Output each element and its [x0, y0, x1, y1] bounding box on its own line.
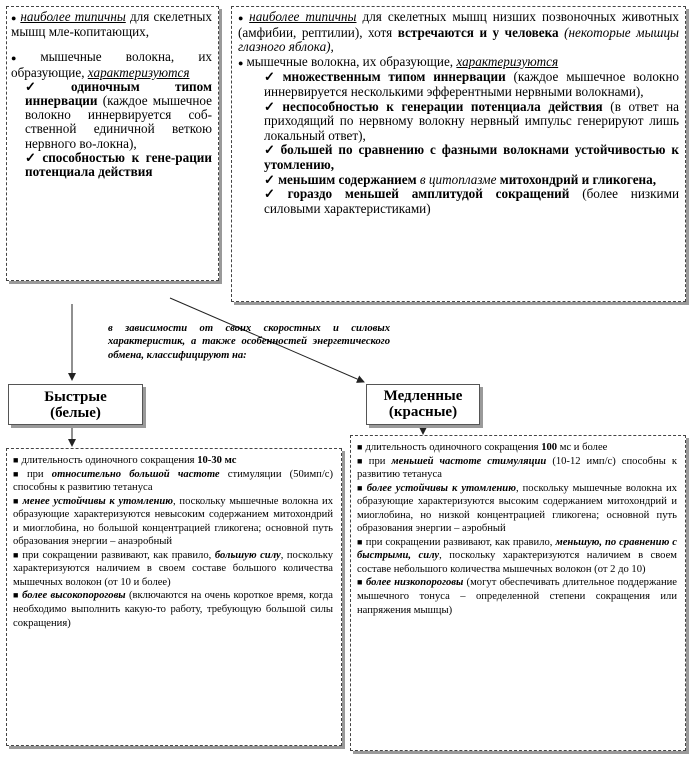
- list-item: ✓ множественным типом иннервации (каждое мышечное волокно иннервируется несколькими эфферентными нервными волокнами),: [264, 69, 679, 99]
- slow-fibers-header: [366, 384, 480, 425]
- list-item: ✓ большей по сравнению с фазными волокнами устойчивостью к утомлению,: [264, 142, 679, 172]
- list-item: ■ более низкопороговы (могут обеспечивать длительное поддержание мышечного тонуса – определенной степени сокращения или напряжения мышцы): [357, 577, 678, 616]
- classification-note: в зависимости от своих скоростных и силовых характеристик, а также особенностей энергетического обмена, классифицируют на:: [108, 323, 390, 361]
- list-item: ■ при сокращении развивают, как правило, большую силу, поскольку характеризуются наличием в своем составе большого количества мышечных волокон (от 10 и более): [13, 549, 333, 588]
- list-item: ✓ неспособностью к генерации потенциала действия (в ответ на приходящий по нервному волокну нервный импульс генерируют лишь локальный ответ),: [264, 98, 679, 143]
- list-item: ■ длительность одиночного сокращения 10-30 мс: [13, 455, 237, 466]
- slow-fibers-box: [350, 435, 686, 751]
- list-item: ● наиболее типичны для скелетных мышц низших позвоночных животных (амфибии, рептилии), хотя встречаются и у человека (некоторые мышцы глазного яблока),: [238, 9, 679, 55]
- fast-fibers-box: [6, 448, 342, 746]
- list-item: ■ при меньшей частоте стимуляции (10-12 имп/с) способны к развитию тетануса: [357, 455, 677, 481]
- list-item: ■ при сокращении развивают, как правило, меньшую, по сравнению с быстрыми, силу, поскольку характеризуются наличием в своем составе небольшого количества мышечных волокон (от 2 до 10): [357, 536, 678, 575]
- list-item: ■ более устойчивы к утомлению, поскольку мышечные волокна их образующие характеризуются высоким содержанием митохондрий и миоглобина, но низкой концентрацией гликогена; основной путь образования энергии – аэробный: [357, 482, 677, 535]
- fast-fibers-header: [8, 384, 143, 425]
- tonic-fibers-right-box: [231, 6, 686, 302]
- tonic-fibers-left-box: [6, 6, 219, 281]
- list-item: ● мышечные волокна, их образующие, характеризуются: [238, 53, 559, 69]
- list-item: ✓ способностью к гене-рации потенциала действия: [25, 149, 212, 180]
- list-item: ■ при относительно большой частоте стимуляции (50имп/с) способны к развитию тетануса: [13, 468, 333, 494]
- list-item: ■ менее устойчивы к утомлению, поскольку мышечные волокна их образующие характеризуются невысоким содержанием митохондрий и миоглобина, но большой концентрацией гликогена; основной путь образования энергии – анаэробный: [13, 495, 333, 548]
- slow-subtitle: (красные): [388, 404, 458, 420]
- slow-title: Медленные: [383, 388, 463, 404]
- list-item: ■ длительность одиночного сокращения 100 мс и более: [357, 442, 608, 453]
- list-item: ● мышечные волокна, их образующие, характеризуются: [11, 49, 212, 80]
- list-item: ✓ гораздо меньшей амплитудой сокращений (более низкими силовыми характеристиками): [264, 186, 679, 216]
- fast-title: Быстрые: [44, 389, 107, 405]
- list-item: ● наиболее типичны для скелетных мышц мле-копитающих,: [11, 9, 212, 40]
- fast-subtitle: (белые): [50, 405, 101, 421]
- list-item: ✓ одиночным типом иннервации (каждое мышечное волокно иннервируется соб-ственной единичной веткою нервного во-локна),: [25, 78, 212, 151]
- list-item: ✓ меньшим содержанием в цитоплазме митохондрий и гликогена,: [264, 171, 657, 187]
- list-item: ■ более высокопороговы (включаются на очень короткое время, когда необходимо выполнить какую-то работу, требующую большой силы сокращения): [13, 590, 333, 629]
